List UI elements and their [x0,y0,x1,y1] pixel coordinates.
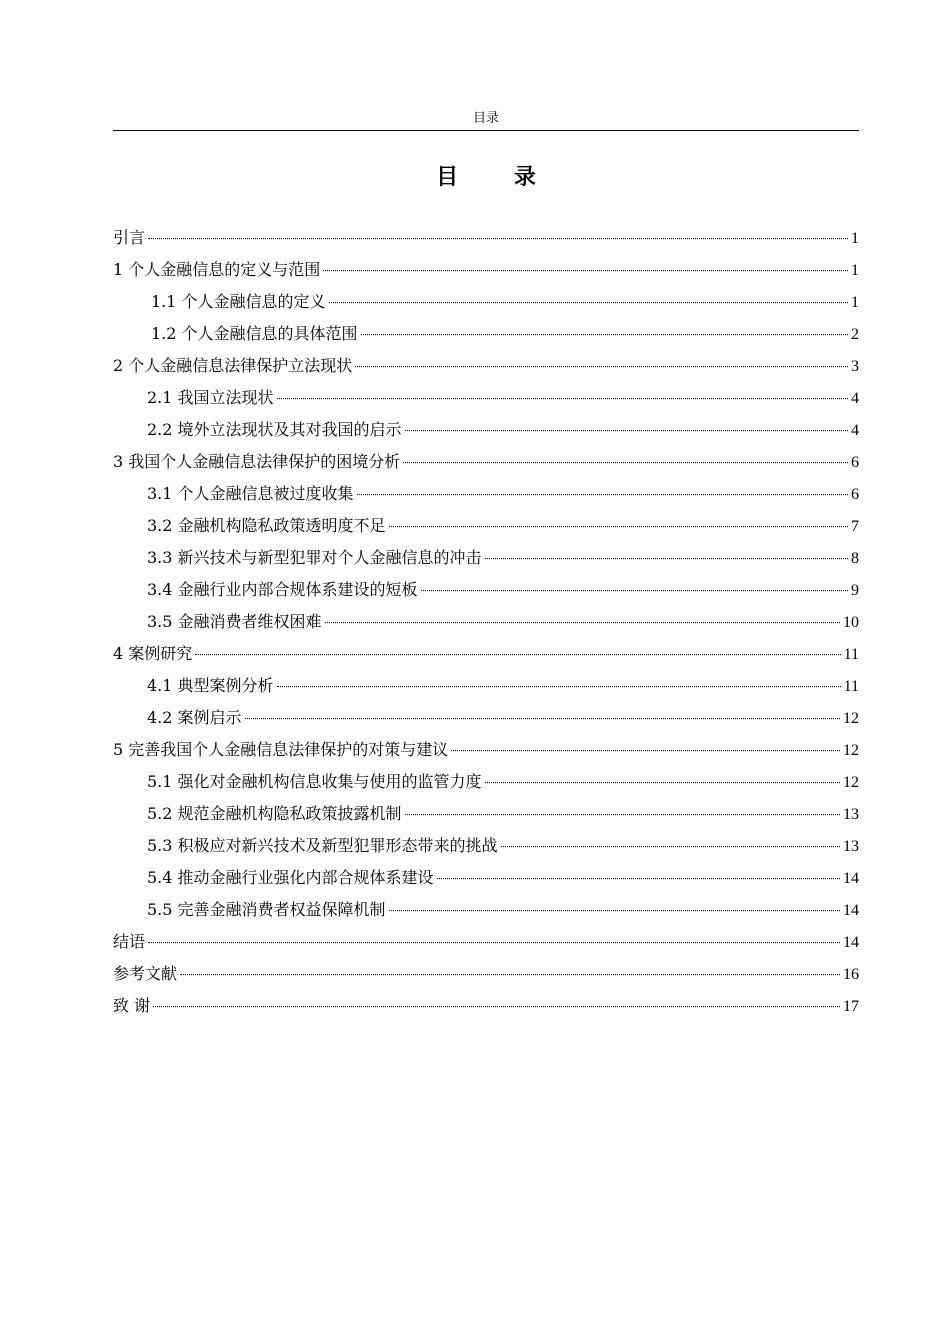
toc-entry-conclusion[interactable] [113,928,859,960]
toc-entry-section-4-1[interactable] [113,672,859,704]
toc-entry-page: 16 [843,966,859,983]
toc-entry-page: 13 [843,838,859,855]
table-of-contents [113,224,859,1024]
toc-entry-label: 1.1 个人金融信息的定义 [151,292,326,311]
toc-dot-leader [405,813,840,815]
toc-entry-label: 5.5 完善金融消费者权益保障机制 [147,900,386,919]
toc-dot-leader [153,1005,840,1007]
toc-dot-leader [421,589,848,591]
toc-entry-introduction[interactable] [113,224,859,256]
toc-entry-label: 3 我国个人金融信息法律保护的困境分析 [113,452,401,471]
toc-entry-section-3-1[interactable] [113,480,859,512]
toc-entry-section-5-1[interactable] [113,768,859,800]
toc-entry-label: 3.3 新兴技术与新型犯罪对个人金融信息的冲击 [147,548,482,567]
toc-entry-label: 5.1 强化对金融机构信息收集与使用的监管力度 [147,772,482,791]
toc-entry-page: 12 [843,710,859,727]
toc-dot-leader [180,973,840,975]
toc-entry-acknowledgements[interactable] [113,992,859,1024]
toc-entry-page: 3 [851,358,859,375]
toc-dot-leader [355,365,848,367]
toc-dot-leader [245,717,840,719]
running-header: 目录 [472,111,499,126]
toc-entry-label: 结语 [113,932,146,951]
toc-entry-page: 4 [851,390,859,407]
toc-entry-label: 3.1 个人金融信息被过度收集 [147,484,354,503]
toc-entry-page: 11 [843,646,859,663]
toc-entry-section-5-2[interactable] [113,800,859,832]
toc-entry-page: 6 [851,486,859,503]
toc-entry-section-3-2[interactable] [113,512,859,544]
toc-entry-section-2-1[interactable] [113,384,859,416]
toc-entry-label: 4.1 典型案例分析 [147,676,274,695]
toc-entry-page: 14 [843,934,859,951]
toc-entry-chapter-4[interactable] [113,640,859,672]
toc-entry-section-3-4[interactable] [113,576,859,608]
toc-entry-label: 4.2 案例启示 [147,708,242,727]
toc-entry-page: 10 [843,614,859,631]
toc-entry-section-5-3[interactable] [113,832,859,864]
toc-dot-leader [405,429,848,431]
toc-dot-leader [451,749,840,751]
toc-entry-page: 8 [851,550,859,567]
toc-entry-page: 12 [843,742,859,759]
toc-entry-label: 3.4 金融行业内部合规体系建设的短板 [147,580,418,599]
toc-dot-leader [403,461,848,463]
toc-dot-leader [195,653,840,655]
toc-entry-section-1-2[interactable] [113,320,859,352]
toc-entry-label: 5.4 推动金融行业强化内部合规体系建设 [147,868,434,887]
toc-entry-label: 5 完善我国个人金融信息法律保护的对策与建议 [113,740,449,759]
toc-entry-page: 9 [851,582,859,599]
toc-entry-page: 11 [843,678,859,695]
toc-entry-page: 17 [843,998,859,1015]
toc-entry-page: 14 [843,902,859,919]
toc-dot-leader [389,909,840,911]
toc-entry-label: 参考文献 [113,964,178,983]
toc-entry-label: 3.5 金融消费者维权困难 [147,612,322,631]
toc-dot-leader [485,557,848,559]
toc-entry-page: 1 [851,230,859,247]
toc-title: 目 录 [436,165,560,190]
toc-entry-page: 12 [843,774,859,791]
toc-dot-leader [501,845,840,847]
toc-dot-leader [389,525,848,527]
toc-dot-leader [329,301,848,303]
toc-entry-chapter-1[interactable] [113,256,859,288]
toc-entry-page: 4 [851,422,859,439]
toc-entry-section-3-3[interactable] [113,544,859,576]
toc-dot-leader [323,269,848,271]
toc-entry-chapter-2[interactable] [113,352,859,384]
toc-entry-page: 7 [851,518,859,535]
toc-dot-leader [148,237,848,239]
toc-entry-page: 14 [843,870,859,887]
toc-dot-leader [277,397,848,399]
toc-entry-page: 2 [851,326,859,343]
toc-dot-leader [277,685,841,687]
toc-entry-section-4-2[interactable] [113,704,859,736]
toc-entry-label: 2 个人金融信息法律保护立法现状 [113,356,353,375]
toc-entry-section-2-2[interactable] [113,416,859,448]
toc-dot-leader [437,877,840,879]
toc-entry-label: 4 案例研究 [113,644,193,663]
toc-dot-leader [325,621,840,623]
toc-entry-label: 致 谢 [113,996,151,1015]
toc-dot-leader [361,333,848,335]
toc-entry-page: 13 [843,806,859,823]
toc-entry-page: 1 [851,294,859,311]
toc-entry-chapter-3[interactable] [113,448,859,480]
toc-entry-section-3-5[interactable] [113,608,859,640]
toc-entry-label: 1.2 个人金融信息的具体范围 [151,324,358,343]
toc-entry-page: 6 [851,454,859,471]
toc-dot-leader [485,781,840,783]
toc-entry-section-5-4[interactable] [113,864,859,896]
toc-entry-references[interactable] [113,960,859,992]
toc-dot-leader [357,493,848,495]
toc-entry-section-1-1[interactable] [113,288,859,320]
toc-entry-label: 3.2 金融机构隐私政策透明度不足 [147,516,386,535]
toc-entry-chapter-5[interactable] [113,736,859,768]
toc-entry-page: 1 [851,262,859,279]
toc-entry-label: 1 个人金融信息的定义与范围 [113,260,321,279]
toc-entry-label: 引言 [113,228,146,247]
toc-entry-label: 5.3 积极应对新兴技术及新型犯罪形态带来的挑战 [147,836,498,855]
toc-entry-label: 2.2 境外立法现状及其对我国的启示 [147,420,402,439]
toc-entry-label: 5.2 规范金融机构隐私政策披露机制 [147,804,402,823]
toc-entry-label: 2.1 我国立法现状 [147,388,274,407]
toc-entry-section-5-5[interactable] [113,896,859,928]
header-rule [113,130,859,131]
toc-dot-leader [148,941,840,943]
